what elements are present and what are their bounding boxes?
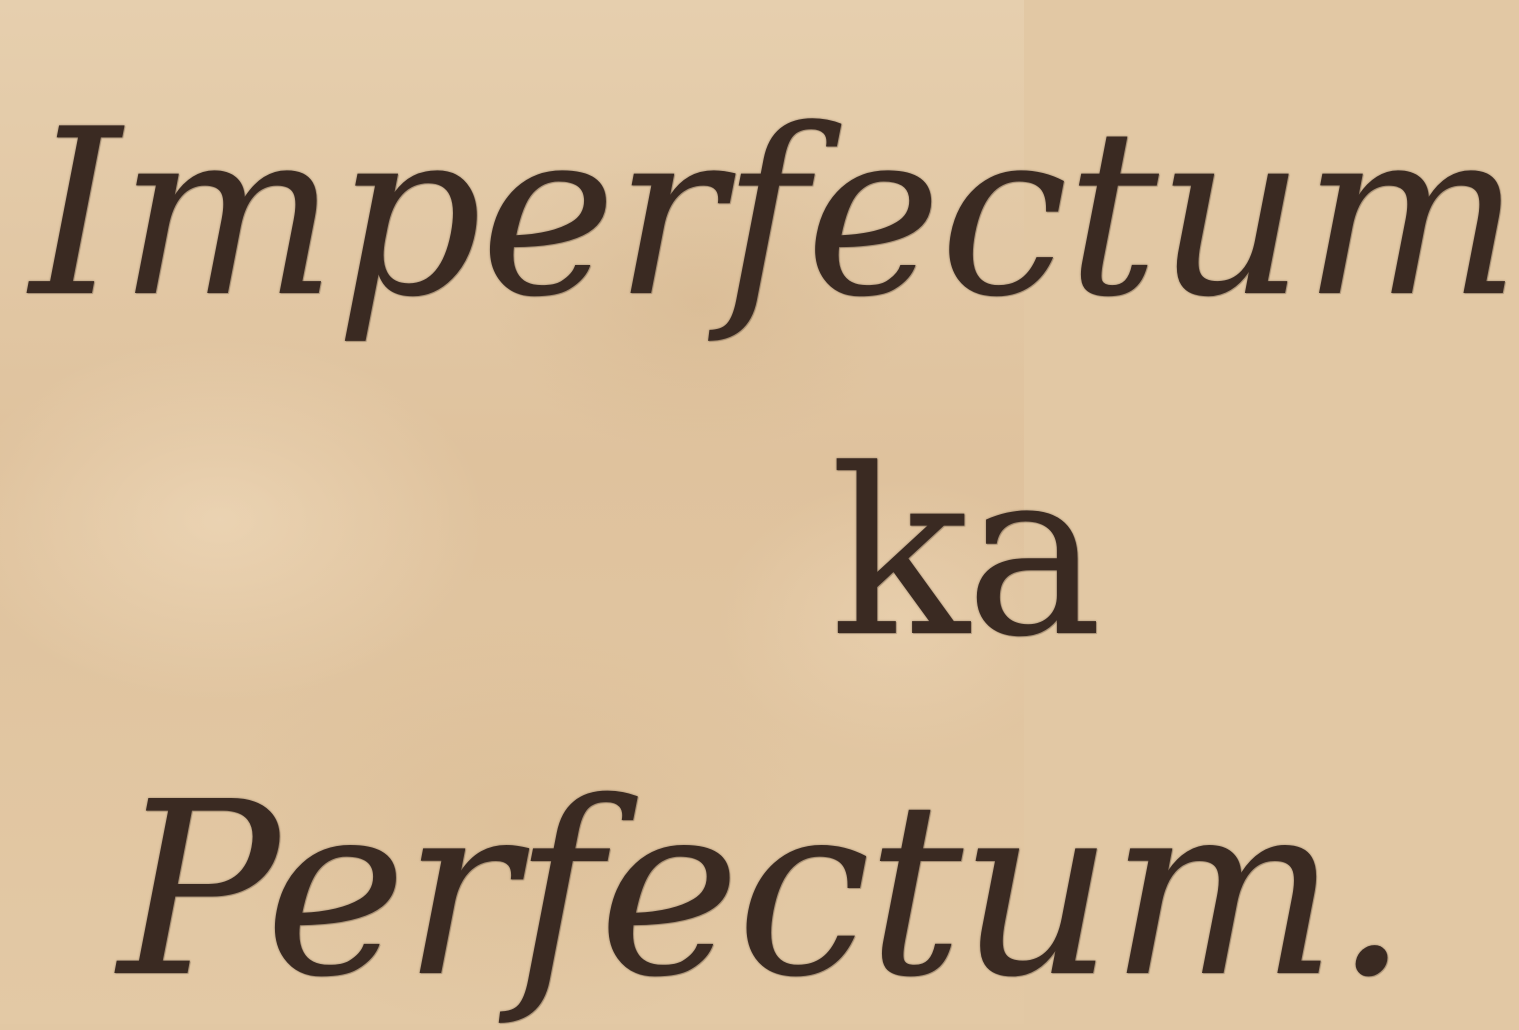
text-line-ka: ka (830, 421, 1099, 688)
text-line-imperfectum: Imperfectum (30, 81, 1519, 348)
text-line-perfectum: Perfectum. (118, 750, 1406, 1030)
